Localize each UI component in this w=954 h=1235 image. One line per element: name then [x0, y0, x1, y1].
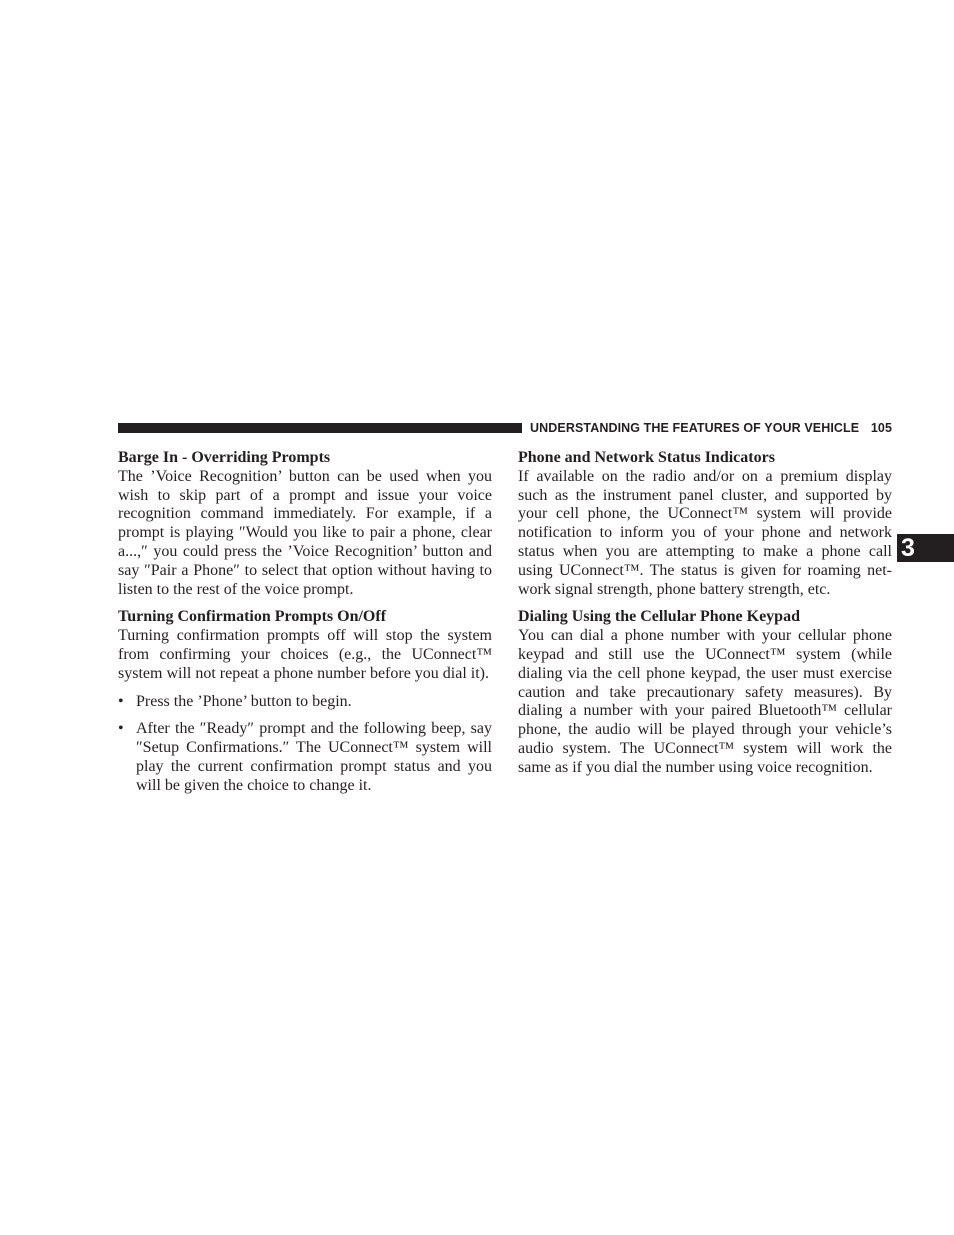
list-item [118, 720, 492, 795]
header-section-title: UNDERSTANDING THE FEATURES OF YOUR VEHICLE [530, 421, 860, 435]
section-body-barge-in: The ’Voice Recognition’ button can be used when you wish to skip part of a prompt and issue your voice recognition command immediately. For example, if a prompt is playing ″Would you like to pair a phone, clear a...,″ you could press the ’Voice Recognition’ button and say ″Pair a Phone″ to select that option without having to listen to the rest of the voice prompt. [118, 467, 492, 598]
section-body-status-indicators: If available on the radio and/or on a premium display such as the instrument panel cluster, and supported by your cell phone, the UConnect™ system will provide notification to inform you of your phone and network status when you are attempting to make a phone call using UConnect™. The status is given for roaming net-work signal strength, phone battery strength, etc. [518, 467, 892, 598]
page-number: 105 [870, 421, 892, 435]
bullet-icon: • [118, 720, 124, 738]
list-item [118, 693, 492, 712]
section-body-keypad-dialing: You can dial a phone number with your cellular phone keypad and still use the UConnect™ system (while dialing via the cell phone keypad, the user must exercise caution and take precautionary safety measures). By dialing a number with your paired Bluetooth™ cellular phone, the audio will be played through your vehicle’s audio system. The UConnect™ system will work the same as if you dial the number using voice recognition. [518, 627, 892, 776]
chapter-tab: 3 [897, 534, 954, 562]
list-item-text: Press the ’Phone’ button to begin. [136, 692, 352, 710]
running-header [530, 420, 892, 436]
section-body-confirmation-prompts: Turning confirmation prompts off will stop the system from confirming your choices (e.g., the UConnect™ system will not repeat a phone number before you dial it). [118, 627, 492, 682]
section-heading-status-indicators: Phone and Network Status Indicators [518, 449, 775, 466]
section-heading-confirmation-prompts: Turning Confirmation Prompts On/Off [118, 608, 387, 626]
right-column [518, 449, 892, 778]
instruction-list [118, 693, 492, 796]
bullet-icon: • [118, 692, 124, 710]
list-item-text: After the ″Ready″ prompt and the following beep, say ″Setup Confirmations.″ The UConnect™ system will play the current confirmation prompt status and you will be given the choice to change it. [136, 720, 492, 794]
header-rule [118, 423, 522, 433]
left-column [118, 449, 492, 796]
section-heading-keypad-dialing: Dialing Using the Cellular Phone Keypad [518, 608, 800, 626]
section-heading-barge-in: Barge In - Overriding Prompts [118, 449, 331, 466]
